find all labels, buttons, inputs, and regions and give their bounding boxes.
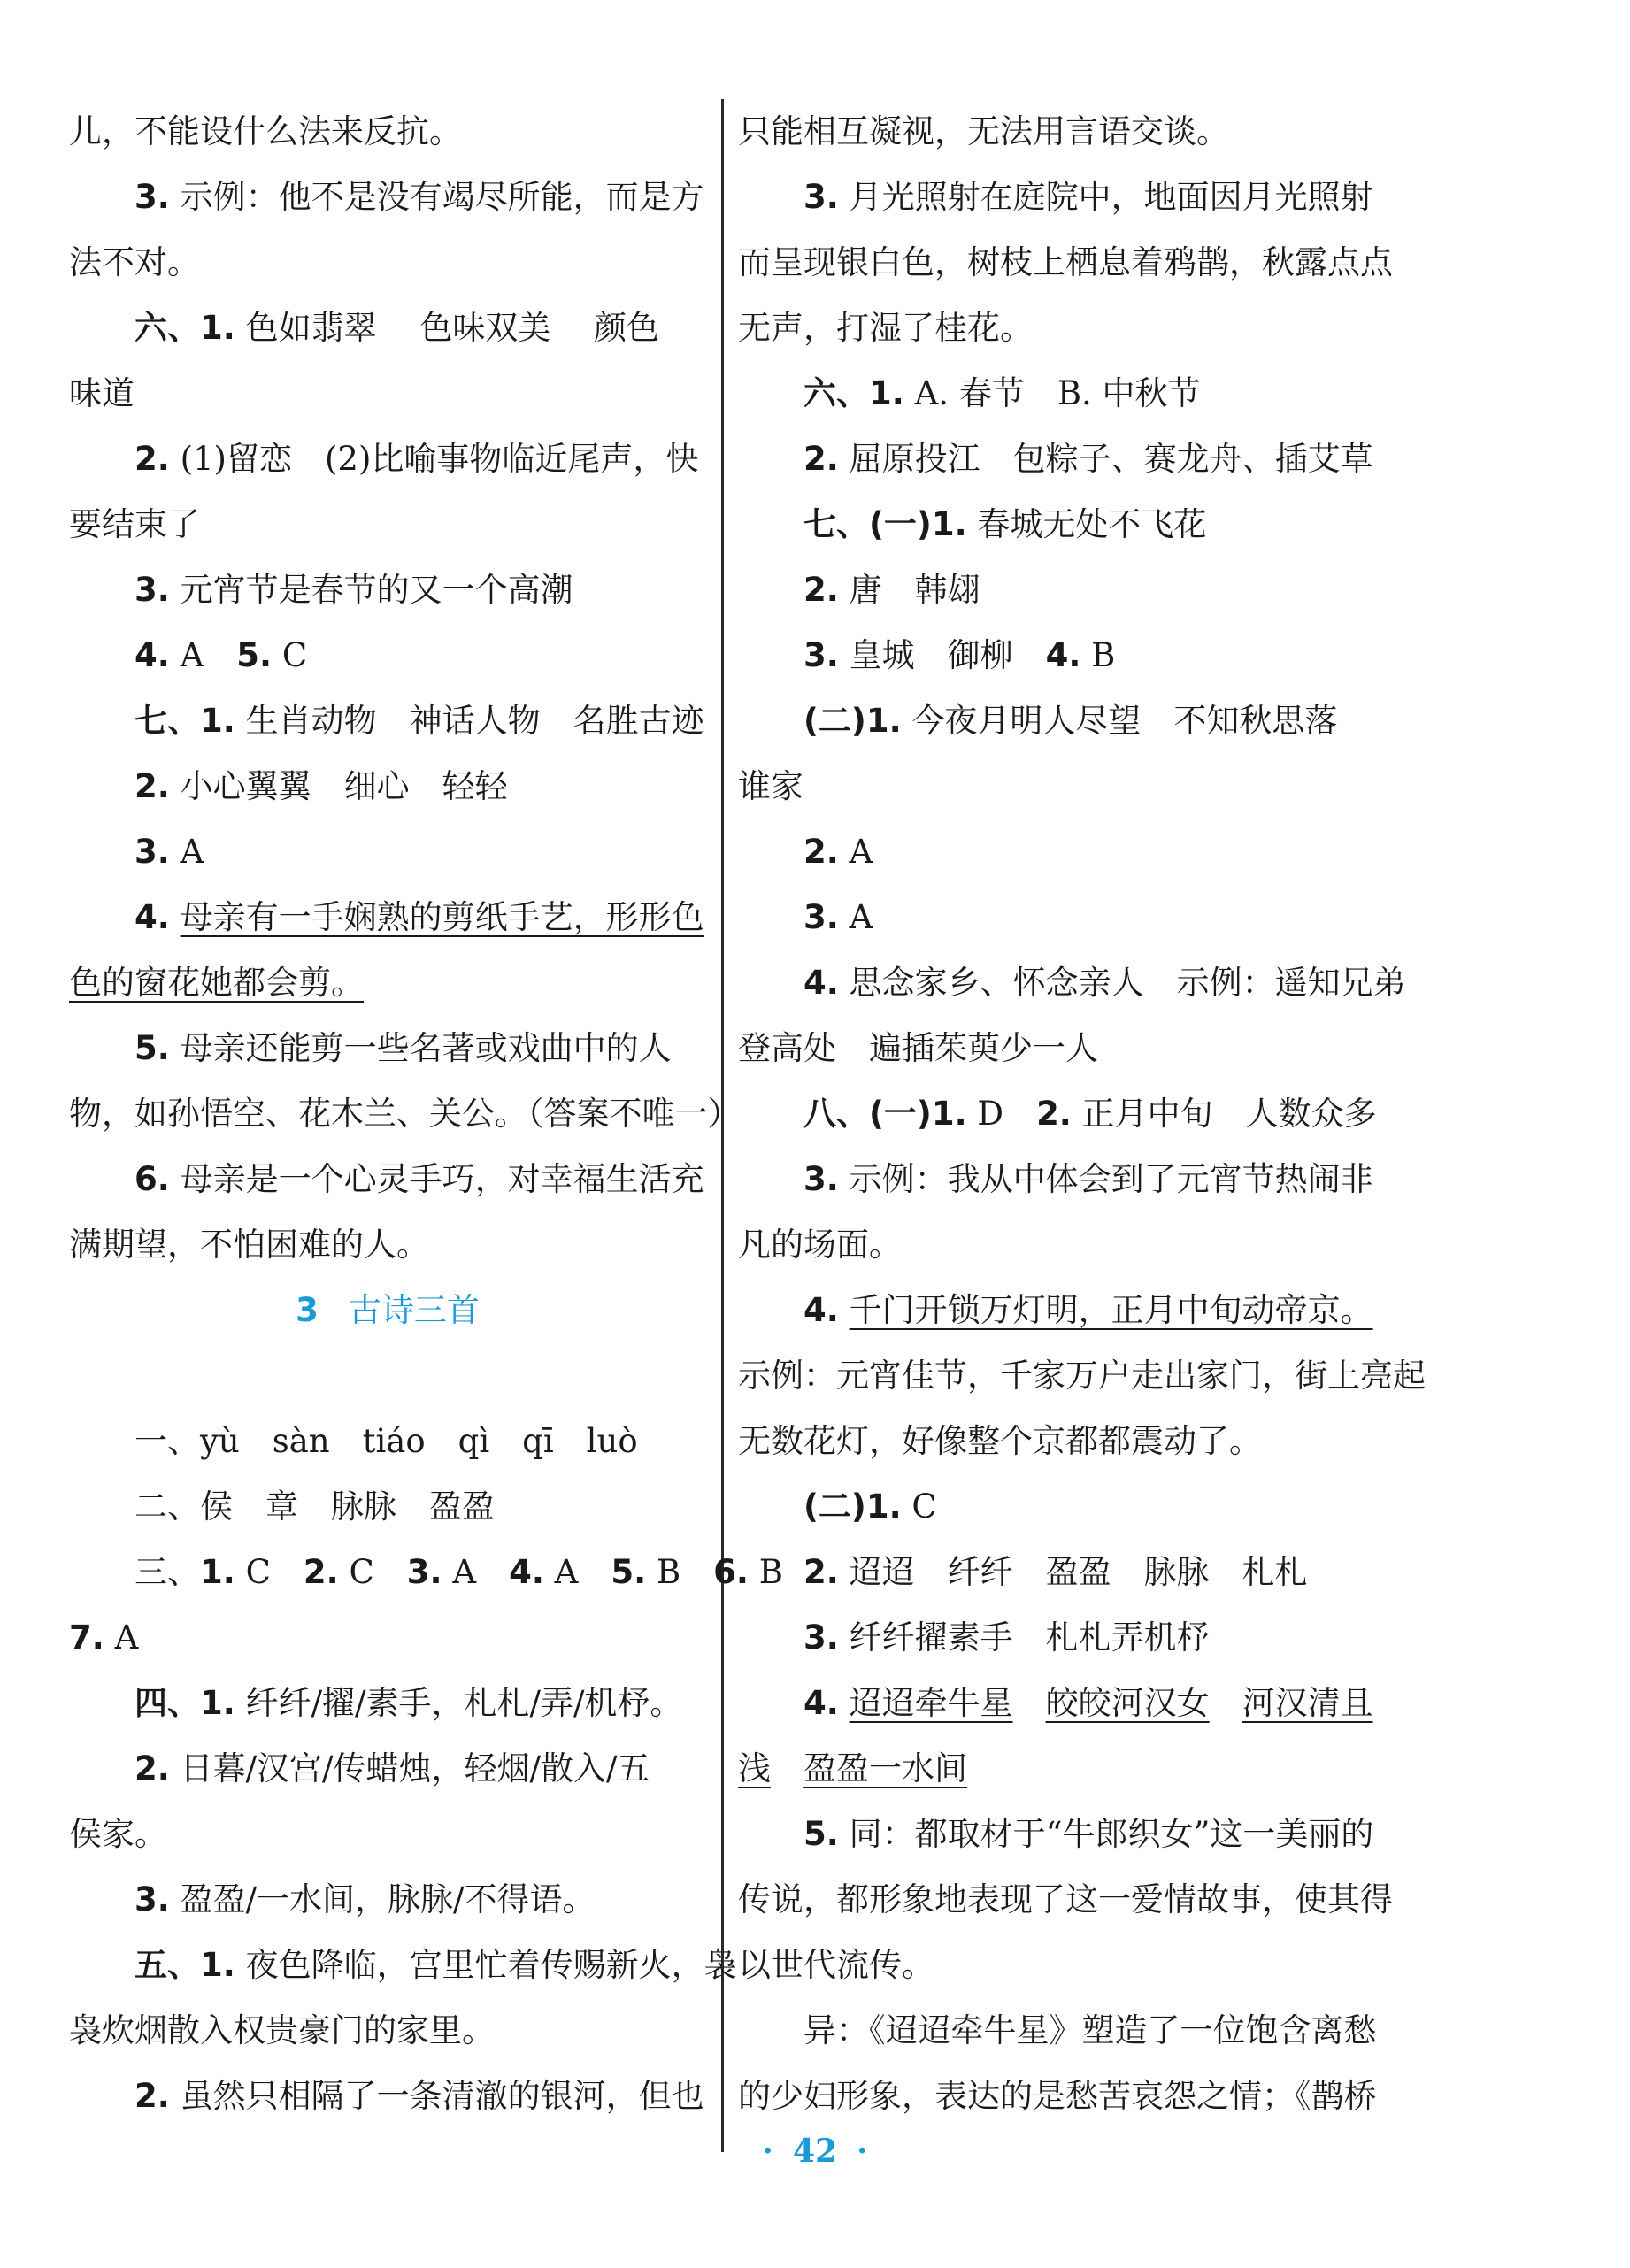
answer-line: 二、侯 章 脉脉 盈盈	[135, 1488, 495, 1526]
text-line: 侯家。	[69, 1815, 167, 1853]
answer-line: 八、(一)1. D 2. 正月中旬 人数众多	[803, 1095, 1377, 1133]
answer-line: 5. 母亲还能剪一些名著或戏曲中的人	[135, 1029, 672, 1067]
text-line: 的少妇形象，表达的是愁苦哀怨之情；《鹊桥	[738, 2077, 1377, 2115]
answer-line: 2. 小心翼翼 细心 轻轻	[135, 767, 508, 805]
answer-line: 七、(一)1. 春城无处不飞花	[803, 505, 1207, 543]
answer-line: 3. 月光照射在庭院中，地面因月光照射	[803, 178, 1373, 216]
answer-line: 3. 示例：我从中体会到了元宵节热闹非	[803, 1160, 1373, 1198]
text-line: 袅炊烟散入权贵豪门的家里。	[69, 2011, 495, 2049]
page-number: 42	[792, 2133, 838, 2170]
text-line: 凡的场面。	[738, 1226, 902, 1264]
answer-line: 3. 皇城 御柳 4. B	[803, 636, 1116, 674]
answer-line: 一、yù sàn tiáo qì qī luò	[135, 1422, 638, 1460]
text-line: 要结束了	[69, 505, 200, 543]
underlined-text: 迢迢牵牛星	[849, 1684, 1013, 1722]
text-line: 传说，都形象地表现了这一爱情故事，使其得	[738, 1880, 1393, 1918]
answer-line: 7. A	[69, 1618, 139, 1657]
answer-line: 3. 元宵节是春节的又一个高潮	[135, 571, 573, 609]
answer-line: 3. 示例：他不是没有竭尽所能，而是方	[135, 178, 704, 216]
footer-dot-left: ·	[762, 2133, 773, 2170]
text-line: 谁家	[738, 767, 803, 805]
answer-line: 3. A	[135, 833, 204, 871]
text-line: 物，如孙悟空、花木兰、关公。（答案不唯一）	[69, 1095, 741, 1133]
section-number: 3	[296, 1291, 319, 1329]
underlined-text: 皎皎河汉女	[1045, 1684, 1210, 1722]
answer-line: 3. A	[803, 898, 873, 936]
answer-line: 4. 千门开锁万灯明，正月中旬动帝京。	[803, 1291, 1373, 1329]
answer-line: 3. 盈盈/一水间，脉脉/不得语。	[135, 1880, 596, 1918]
text-line: 无声，打湿了桂花。	[738, 309, 1033, 347]
answer-line: (二)1. 今夜月明人尽望 不知秋思落	[803, 702, 1338, 740]
text-line: 登高处 遍插茱萸少一人	[738, 1029, 1098, 1067]
text-line: 法不对。	[69, 243, 200, 281]
text-line: 味道	[69, 374, 135, 412]
answer-line: 六、1. 色如翡翠 色味双美 颜色	[135, 309, 660, 347]
page-footer	[0, 2133, 1630, 2170]
answer-line: 四、1. 纤纤/擢/素手，札札/弄/机杼。	[135, 1684, 683, 1722]
underlined-text: 浅	[738, 1749, 771, 1787]
underlined-text: 母亲有一手娴熟的剪纸手艺，形形色	[180, 898, 704, 936]
answer-line: 2. 虽然只相隔了一条清澈的银河，但也	[135, 2077, 704, 2115]
answer-line: 3. 纤纤擢素手 札札弄机杼	[803, 1618, 1210, 1657]
answer-line: 七、1. 生肖动物 神话人物 名胜古迹	[135, 702, 704, 740]
right-column	[738, 99, 1426, 2129]
answer-line: 2. 日暮/汉宫/传蜡烛，轻烟/散入/五	[135, 1749, 650, 1787]
answer-line: 三、1. C 2. C 3. A 4. A 5. B 6. B	[135, 1553, 783, 1591]
answer-line: 4. 迢迢牵牛星 皎皎河汉女 河汉清且	[803, 1684, 1373, 1722]
answer-line: (二)1. C	[803, 1488, 937, 1526]
answer-line: 2. A	[803, 833, 873, 871]
answer-line: 2. 屈原投江 包粽子、赛龙舟、插艾草	[803, 440, 1373, 478]
text-line: 而呈现银白色，树枝上栖息着鸦鹊，秋露点点	[738, 243, 1393, 281]
text-line: 无数花灯，好像整个京都都震动了。	[738, 1422, 1262, 1460]
text-line	[738, 1736, 1389, 1802]
answer-line: 4. A 5. C	[135, 636, 308, 674]
text-line: 示例：元宵佳节，千家万户走出家门，街上亮起	[738, 1357, 1426, 1395]
text-line	[69, 950, 706, 1016]
underlined-text: 河汉清且	[1242, 1684, 1373, 1722]
text-line: 满期望，不怕困难的人。	[69, 1226, 429, 1264]
section-title	[69, 1278, 706, 1409]
answer-line: 2. 迢迢 纤纤 盈盈 脉脉 札札	[803, 1553, 1308, 1591]
text-line: 以世代流传。	[738, 1946, 934, 1984]
underlined-text: 千门开锁万灯明，正月中旬动帝京。	[849, 1291, 1373, 1329]
answer-line: 六、1. A. 春节 B. 中秋节	[803, 374, 1201, 412]
answer-line: 2. (1)留恋 (2)比喻事物临近尾声，快	[135, 440, 699, 478]
section-title-text: 古诗三首	[348, 1291, 480, 1329]
answer-line: 6. 母亲是一个心灵手巧，对幸福生活充	[135, 1160, 704, 1198]
answer-line: 五、1. 夜色降临，宫里忙着传赐新火，袅	[135, 1946, 737, 1984]
footer-dot-right: ·	[857, 2133, 868, 2170]
text-line: 异：《迢迢牵牛星》塑造了一位饱含离愁	[803, 2011, 1377, 2049]
answer-line: 4. 思念家乡、怀念亲人 示例：遥知兄弟	[803, 964, 1406, 1002]
underlined-text: 盈盈一水间	[803, 1749, 967, 1787]
text-line: 只能相互凝视，无法用言语交谈。	[738, 112, 1229, 150]
answer-line: 4. 母亲有一手娴熟的剪纸手艺，形形色	[135, 898, 704, 936]
underlined-text: 色的窗花她都会剪。	[69, 964, 364, 1002]
answer-line: 5. 同：都取材于“牛郎织女”这一美丽的	[803, 1815, 1374, 1853]
answer-line: 2. 唐 韩翃	[803, 571, 980, 609]
text-line: 儿，不能设什么法来反抗。	[69, 112, 462, 150]
